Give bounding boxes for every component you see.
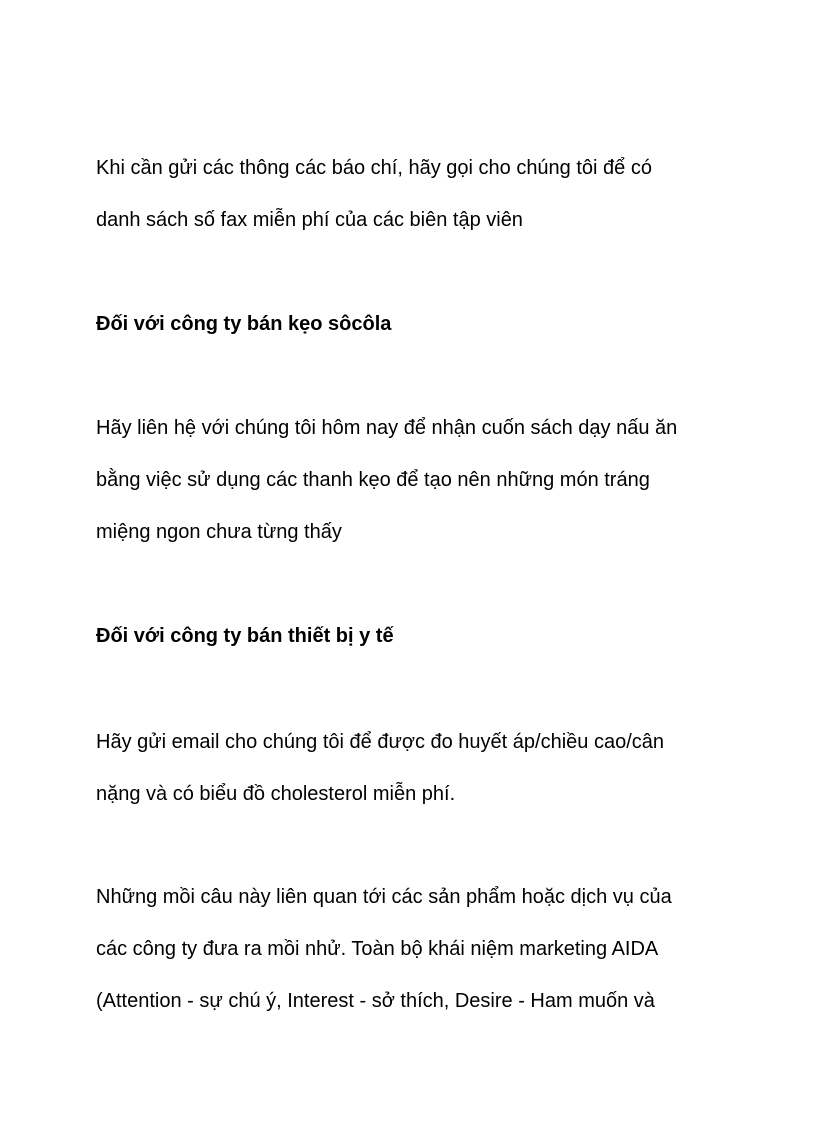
paragraph-2-line-1: Hãy liên hệ với chúng tôi hôm nay để nhận cuốn sách dạy nấu ăn: [96, 417, 678, 439]
paragraph-1-line-1: Khi cần gửi các thông các báo chí, hãy gọi cho chúng tôi để có: [96, 157, 652, 179]
paragraph-2-line-2: bằng việc sử dụng các thanh kẹo để tạo nên những món tráng: [96, 469, 650, 491]
paragraph-3-line-1: Hãy gửi email cho chúng tôi để được đo huyết áp/chiều cao/cân: [96, 731, 665, 753]
heading-chocolate-company: Đối với công ty bán kẹo sôcôla: [96, 313, 392, 335]
paragraph-4-line-1: Những mồi câu này liên quan tới các sản phẩm hoặc dịch vụ của: [96, 886, 672, 908]
paragraph-3-line-2: nặng và có biểu đồ cholesterol miễn phí.: [96, 783, 456, 805]
paragraph-4-line-2: các công ty đưa ra mồi nhử. Toàn bộ khái niệm marketing AIDA: [96, 938, 659, 960]
paragraph-2-line-3: miệng ngon chưa từng thấy: [96, 521, 342, 543]
paragraph-4-line-3: (Attention - sự chú ý, Interest - sở thích, Desire - Ham muốn và: [96, 990, 655, 1012]
paragraph-1-line-2: danh sách số fax miễn phí của các biên tập viên: [96, 209, 523, 231]
heading-medical-equipment-company: Đối với công ty bán thiết bị y tế: [96, 625, 394, 647]
